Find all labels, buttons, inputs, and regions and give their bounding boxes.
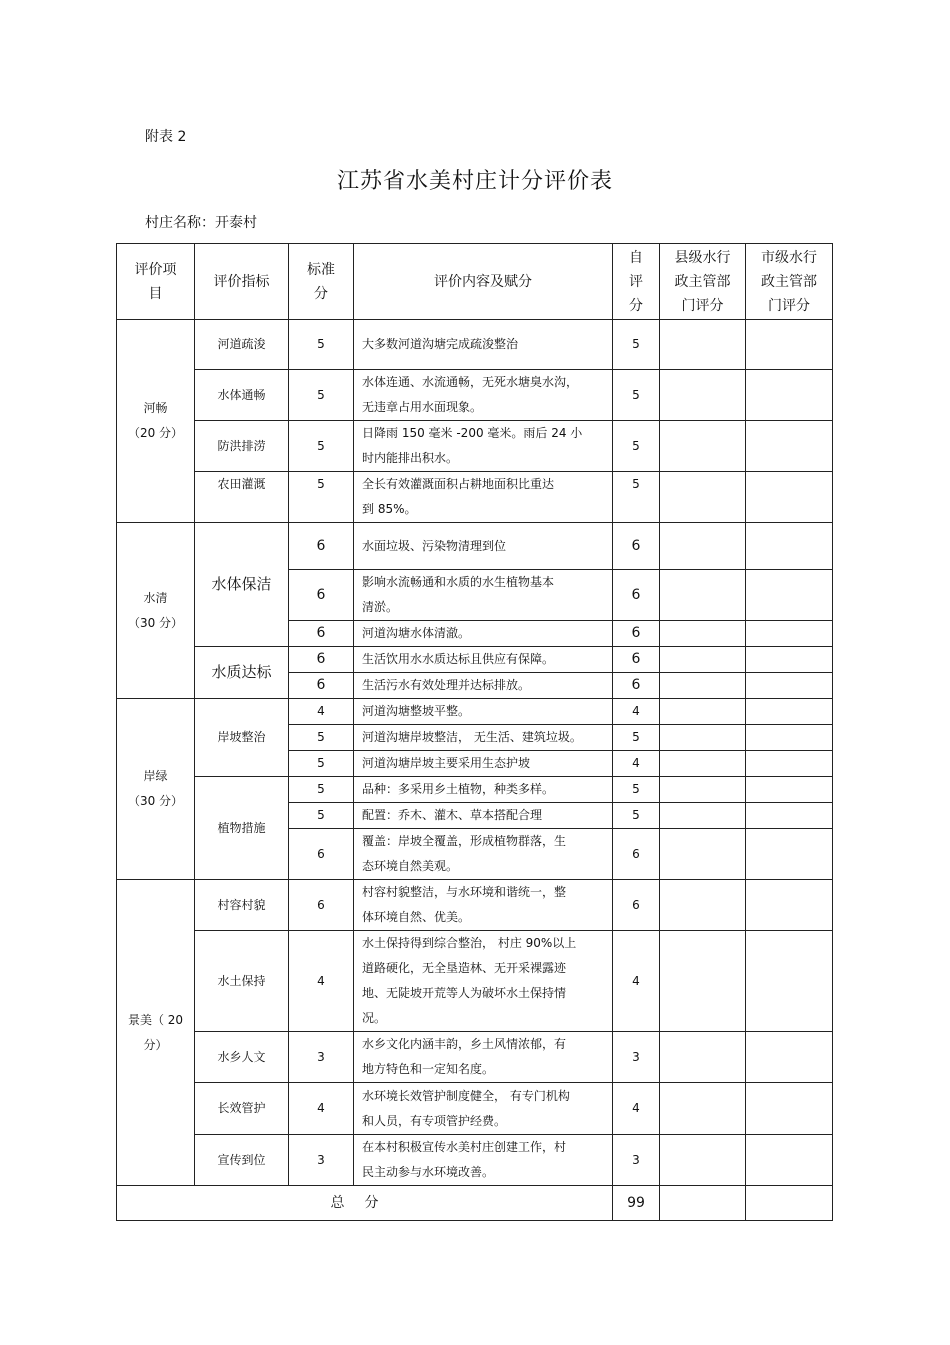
county-total (660, 1186, 746, 1221)
table-row (117, 472, 833, 523)
indicator-cell: 防洪排涝 (195, 421, 289, 472)
standard-score: 4 (289, 931, 354, 1032)
indicator-cell: 长效管护 (195, 1083, 289, 1135)
county-score (660, 421, 746, 472)
county-score (660, 370, 746, 421)
city-score (746, 621, 833, 647)
self-score: 6 (613, 880, 660, 931)
county-score (660, 829, 746, 880)
header-content: 评价内容及赋分 (354, 244, 613, 320)
group-jing-mei: 景美（ 20 分） (117, 880, 195, 1186)
self-score: 5 (613, 777, 660, 803)
standard-score: 6 (289, 880, 354, 931)
indicator-cell: 村容村貌 (195, 880, 289, 931)
standard-score: 5 (289, 777, 354, 803)
table-row (117, 1032, 833, 1083)
indicator-cell: 河道疏浚 (195, 320, 289, 370)
self-score: 6 (613, 647, 660, 673)
group-shui-qing: 水清 （30 分） (117, 523, 195, 699)
indicator-cell: 水土保持 (195, 931, 289, 1032)
county-score (660, 621, 746, 647)
group-an-lv: 岸绿 （30 分） (117, 699, 195, 880)
self-score: 5 (613, 320, 660, 370)
table-header-row (117, 244, 833, 320)
city-score (746, 370, 833, 421)
city-score (746, 699, 833, 725)
city-score (746, 829, 833, 880)
county-score (660, 803, 746, 829)
self-score: 3 (613, 1032, 660, 1083)
standard-score: 6 (289, 523, 354, 570)
county-score (660, 699, 746, 725)
standard-score: 5 (289, 725, 354, 751)
table-row (117, 880, 833, 931)
standard-score: 6 (289, 647, 354, 673)
self-score: 6 (613, 523, 660, 570)
city-score (746, 1083, 833, 1135)
content-cell: 河道沟塘岸坡整洁， 无生活、建筑垃圾。 (354, 725, 613, 751)
content-cell: 村容村貌整洁，与水环境和谐统一，整 体环境自然、优美。 (354, 880, 613, 931)
county-score (660, 931, 746, 1032)
self-score: 4 (613, 931, 660, 1032)
standard-score: 5 (289, 421, 354, 472)
header-category: 评价项 目 (117, 244, 195, 320)
content-cell: 全长有效灌溉面积占耕地面积比重达 到 85%。 (354, 472, 613, 523)
self-score: 4 (613, 699, 660, 725)
county-score (660, 1083, 746, 1135)
county-score (660, 1032, 746, 1083)
standard-score: 3 (289, 1135, 354, 1186)
total-row (117, 1186, 833, 1221)
city-score (746, 751, 833, 777)
content-cell: 河道沟塘水体清澈。 (354, 621, 613, 647)
self-score: 6 (613, 829, 660, 880)
content-cell: 河道沟塘岸坡主要采用生态护坡 (354, 751, 613, 777)
county-score (660, 777, 746, 803)
city-score (746, 523, 833, 570)
standard-score: 5 (289, 370, 354, 421)
village-name: 村庄名称：开泰村 (145, 215, 257, 231)
table-row (117, 320, 833, 370)
table-row (117, 1135, 833, 1186)
county-score (660, 673, 746, 699)
standard-score: 4 (289, 1083, 354, 1135)
self-score: 5 (613, 803, 660, 829)
table-row (117, 1083, 833, 1135)
content-cell: 影响水流畅通和水质的水生植物基本 清淤。 (354, 570, 613, 621)
standard-score: 4 (289, 699, 354, 725)
table-row (117, 523, 833, 570)
content-cell: 水土保持得到综合整治， 村庄 90%以上 道路硬化，无全垦造林、无开采裸露迹 地、无陡坡开荒等人为破坏水土保持情 况。 (354, 931, 613, 1032)
self-score: 5 (613, 472, 660, 523)
table-row (117, 421, 833, 472)
self-score: 6 (613, 621, 660, 647)
header-self-score: 自 评 分 (613, 244, 660, 320)
standard-score: 6 (289, 621, 354, 647)
city-score (746, 570, 833, 621)
city-score (746, 421, 833, 472)
group-he-chang: 河畅 （20 分） (117, 320, 195, 523)
content-cell: 生活污水有效处理并达标排放。 (354, 673, 613, 699)
city-score (746, 647, 833, 673)
city-score (746, 1032, 833, 1083)
city-score (746, 673, 833, 699)
standard-score: 5 (289, 803, 354, 829)
county-score (660, 1135, 746, 1186)
county-score (660, 725, 746, 751)
self-score: 4 (613, 751, 660, 777)
city-score (746, 725, 833, 751)
indicator-cell: 水质达标 (195, 647, 289, 699)
header-standard: 标准 分 (289, 244, 354, 320)
indicator-cell: 宣传到位 (195, 1135, 289, 1186)
total-value: 99 (613, 1186, 660, 1221)
county-score (660, 472, 746, 523)
header-city-score: 市级水行 政主管部 门评分 (746, 244, 833, 320)
county-score (660, 880, 746, 931)
annex-label: 附表 2 (145, 129, 187, 145)
content-cell: 水乡文化内涵丰韵，乡土风情浓郁，有 地方特色和一定知名度。 (354, 1032, 613, 1083)
county-score (660, 751, 746, 777)
self-score: 3 (613, 1135, 660, 1186)
content-cell: 水体连通、水流通畅，无死水塘臭水沟， 无违章占用水面现象。 (354, 370, 613, 421)
city-score (746, 1135, 833, 1186)
content-cell: 生活饮用水水质达标且供应有保障。 (354, 647, 613, 673)
standard-score: 6 (289, 829, 354, 880)
city-score (746, 880, 833, 931)
city-score (746, 320, 833, 370)
standard-score: 6 (289, 673, 354, 699)
standard-score: 6 (289, 570, 354, 621)
county-score (660, 523, 746, 570)
standard-score: 3 (289, 1032, 354, 1083)
content-cell: 河道沟塘整坡平整。 (354, 699, 613, 725)
indicator-cell: 水体保洁 (195, 523, 289, 647)
city-total (746, 1186, 833, 1221)
table-row (117, 931, 833, 1032)
standard-score: 5 (289, 320, 354, 370)
indicator-cell: 岸坡整治 (195, 699, 289, 777)
self-score: 4 (613, 1083, 660, 1135)
county-score (660, 570, 746, 621)
content-cell: 覆盖：岸坡全覆盖，形成植物群落，生 态环境自然美观。 (354, 829, 613, 880)
self-score: 6 (613, 673, 660, 699)
content-cell: 水面垃圾、污染物清理到位 (354, 523, 613, 570)
indicator-cell: 水体通畅 (195, 370, 289, 421)
table-row (117, 647, 833, 673)
county-score (660, 647, 746, 673)
header-indicator: 评价指标 (195, 244, 289, 320)
content-cell: 水环境长效管护制度健全， 有专门机构 和人员，有专项管护经费。 (354, 1083, 613, 1135)
content-cell: 在本村积极宣传水美村庄创建工作，村 民主动参与水环境改善。 (354, 1135, 613, 1186)
content-cell: 日降雨 150 毫米 -200 毫米。雨后 24 小 时内能排出积水。 (354, 421, 613, 472)
self-score: 5 (613, 725, 660, 751)
table-row (117, 699, 833, 725)
self-score: 5 (613, 421, 660, 472)
indicator-cell: 农田灌溉 (195, 472, 289, 523)
header-county-score: 县级水行 政主管部 门评分 (660, 244, 746, 320)
total-label: 总分 (117, 1186, 613, 1221)
table-row (117, 370, 833, 421)
content-cell: 配置：乔木、灌木、草本搭配合理 (354, 803, 613, 829)
standard-score: 5 (289, 472, 354, 523)
indicator-cell: 植物措施 (195, 777, 289, 880)
standard-score: 5 (289, 751, 354, 777)
self-score: 5 (613, 370, 660, 421)
page-title: 江苏省水美村庄计分评价表 (336, 169, 613, 194)
content-cell: 品种：多采用乡土植物，种类多样。 (354, 777, 613, 803)
indicator-cell: 水乡人文 (195, 1032, 289, 1083)
self-score: 6 (613, 570, 660, 621)
county-score (660, 320, 746, 370)
city-score (746, 472, 833, 523)
city-score (746, 777, 833, 803)
evaluation-table (116, 243, 833, 1221)
city-score (746, 931, 833, 1032)
city-score (746, 803, 833, 829)
content-cell: 大多数河道沟塘完成疏浚整治 (354, 320, 613, 370)
table-row (117, 777, 833, 803)
